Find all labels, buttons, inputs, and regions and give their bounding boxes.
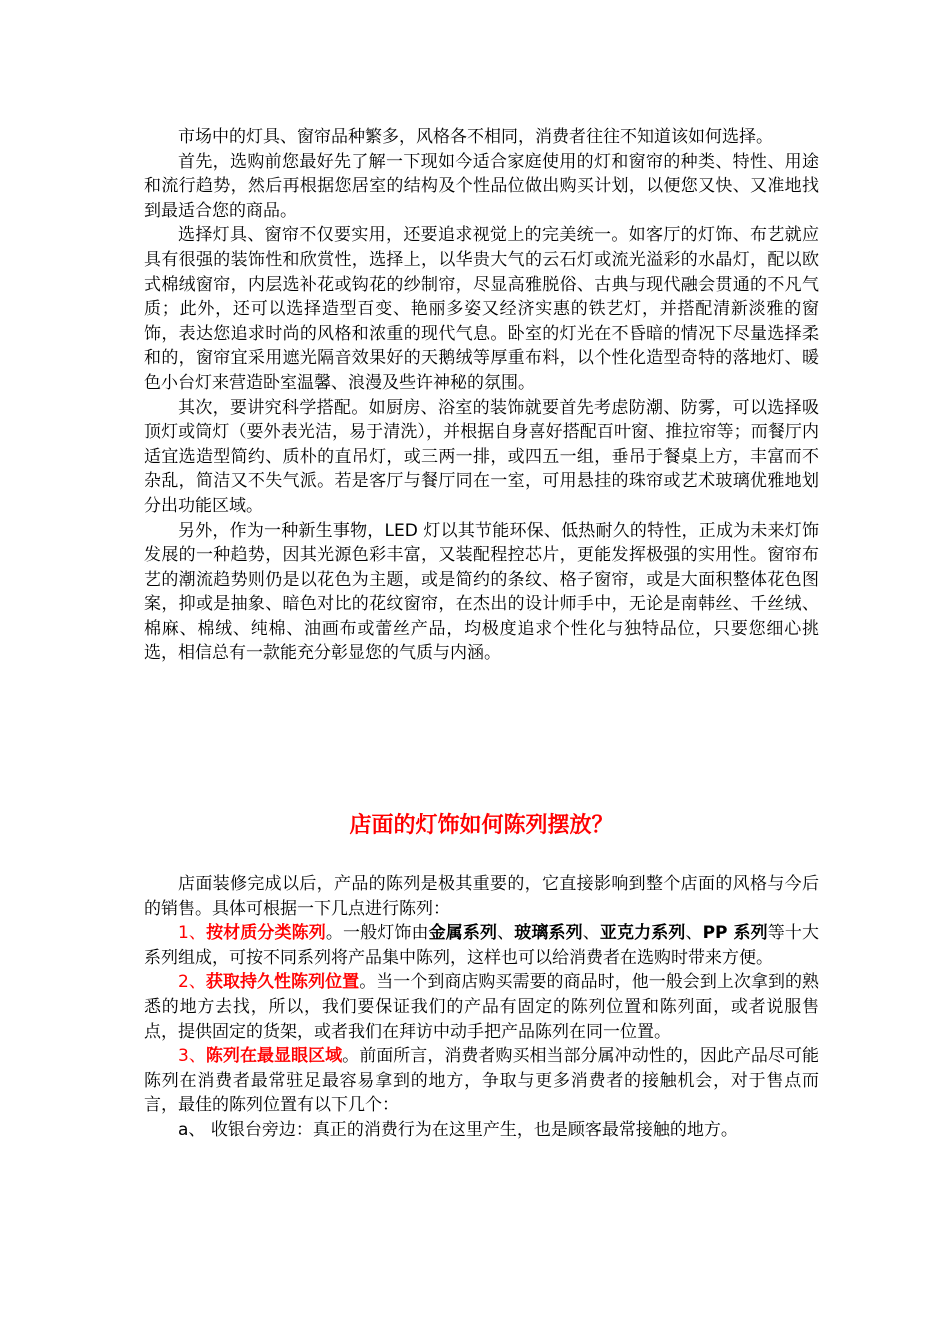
item-a-paragraph: a、 收银台旁边：真正的消费行为在这里产生，也是顾客最常接触的地方。 <box>178 1119 738 1140</box>
section-lead-paragraph: 店面装修完成以后，产品的陈列是极其重要的，它直接影响到整个店面的风格与今后的销售。具体可根据一下几点进行陈列： <box>144 874 819 919</box>
item-1-pp-series: PP 系列 <box>702 923 768 944</box>
intro-paragraph-1: 市场中的灯具、窗帘品种繁多，风格各不相同，消费者往往不知道该如何选择。 <box>178 127 773 147</box>
item-3-text: 。前面所言，消费者购买相当部分属冲动性的，因此产品尽可能陈列在消费者最常驻足最容易拿到的地方，争取与更多消费者的接触机会，对于售点而言，最佳的陈列位置有以下几个： <box>144 1046 820 1116</box>
item-3-number: 3、 <box>178 1046 206 1067</box>
item-1-heading: 按材质分类陈列 <box>206 923 326 944</box>
item-1-text-a: 。一般灯饰由 <box>325 923 429 944</box>
item-1-metal-series: 金属系列 <box>428 923 498 944</box>
item-2-paragraph <box>144 970 819 1044</box>
item-1-sep-3: 、 <box>685 923 703 944</box>
display-section <box>144 872 819 1143</box>
item-2-heading: 获取持久性陈列位置 <box>205 972 360 993</box>
item-1-text-b: 等十大系列组成，可按不同系列将产品集中陈列，这样也可以给消费者在选购时带来方便。 <box>144 923 820 968</box>
item-1-sep-2: 、 <box>582 923 600 944</box>
intro-paragraph-2: 首先，选购前您最好先了解一下现如今适合家庭使用的灯和窗帘的种类、特性、用途和流行趋势，然后再根据您居室的结构及个性品位做出购买计划，以便您又快、又准地找到最适合您的商品。 <box>144 151 819 221</box>
item-3-paragraph <box>144 1044 819 1118</box>
item-2-number: 2、 <box>178 972 206 993</box>
item-1-paragraph <box>144 921 819 970</box>
intro-paragraph-5: 另外，作为一种新生事物，LED 灯以其节能环保、低热耐久的特性，正成为未来灯饰发展的一种趋势，因其光源色彩丰富，又装配程控芯片，更能发挥极强的实用性。窗帘布艺的潮流趋势则仍是以花色为主题，或是简约的条纹、格子窗帘，或是大面积整体花色图案，抑或是抽象、暗色对比的花纹窗帘，在杰出的设计师手中，无论是南韩丝、千丝绒、棉麻、棉绒、纯棉、油画布或蕾丝产品，均极度追求个性化与独特品位，只要您细心挑选，相信总有一款能充分彰显您的气质与内涵。 <box>144 520 819 664</box>
intro-paragraph-3: 选择灯具、窗帘不仅要实用，还要追求视觉上的完美统一。如客厅的灯饰、布艺就应具有很强的装饰性和欣赏性，选择上，以华贵大气的云石灯或流光溢彩的水晶灯，配以欧式棉绒窗帘，内层选补花或钩花的纱制帘，尽显高雅脱俗、古典与现代融会贯通的不凡气质；此外，还可以选择造型百变、艳丽多姿又经济实惠的铁艺灯，并搭配清新淡雅的窗饰，表达您追求时尚的风格和浓重的现代气息。卧室的灯光在不昏暗的情况下尽量选择柔和的，窗帘宜采用遮光隔音效果好的天鹅绒等厚重布料，以个性化造型奇特的落地灯、暖色小台灯来营造卧室温馨、浪漫及些许神秘的氛围。 <box>144 225 819 393</box>
item-2-text: 。当一个到商店购买需要的商品时，他一般会到上次拿到的熟悉的地方去找，所以，我们要保证我们的产品有固定的陈列位置和陈列面，或者说服售点，提供固定的货架，或者我们在拜访中动手把产品陈列在同一位置。 <box>144 972 820 1042</box>
section-title: 店面的灯饰如何陈列摆放？ <box>349 813 614 838</box>
intro-paragraph-4: 其次，要讲究科学搭配。如厨房、浴室的装饰就要首先考虑防潮、防雾，可以选择吸顶灯或筒灯（要外表光洁，易于清洗），并根据自身喜好搭配百叶窗、推拉帘等；而餐厅内适宜选造型简约、质朴的直吊灯，或三两一排，或四五一组，垂吊于餐桌上方，丰富而不杂乱，简洁又不失气派。若是客厅与餐厅同在一室，可用悬挂的珠帘或艺术玻璃优雅地划分出功能区域。 <box>144 397 819 516</box>
item-1-acrylic-series: 亚克力系列 <box>599 923 686 944</box>
intro-section <box>144 125 819 666</box>
item-1-glass-series: 玻璃系列 <box>514 923 583 944</box>
item-3-heading: 陈列在最显眼区域 <box>205 1046 343 1067</box>
item-1-number: 1、 <box>178 923 207 944</box>
item-1-sep-1: 、 <box>497 923 515 944</box>
